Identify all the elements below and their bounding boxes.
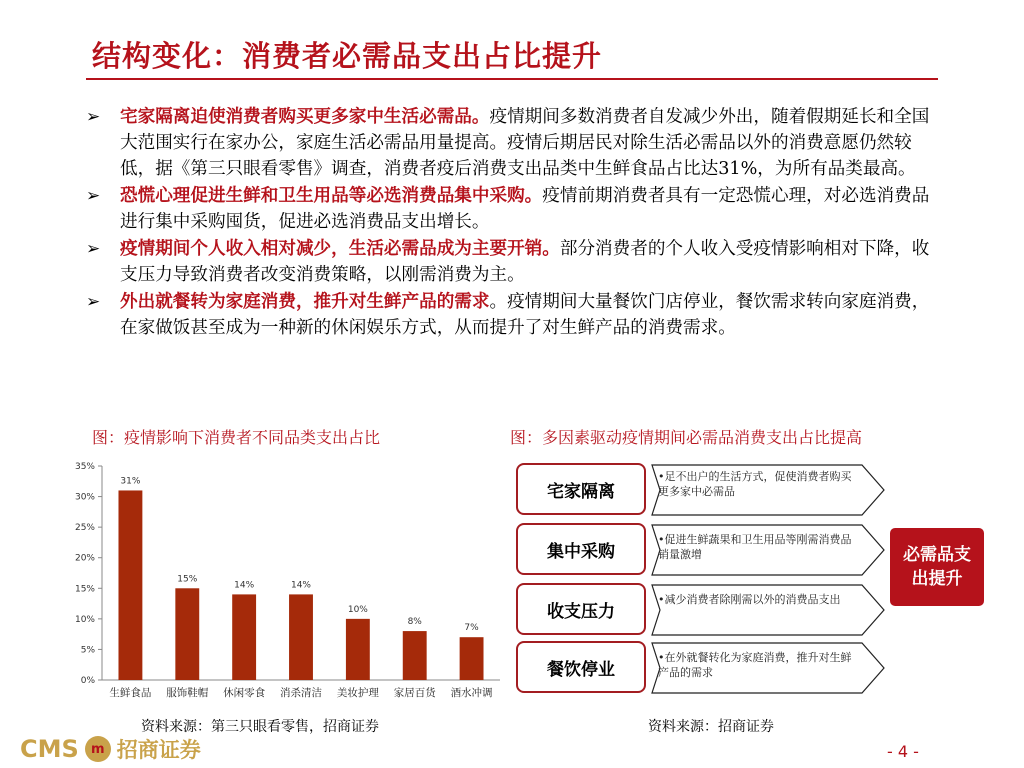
title-divider — [86, 78, 938, 80]
y-tick-label: 5% — [80, 645, 95, 656]
bullet-arrow-icon: ➢ — [86, 186, 101, 206]
y-tick-label: 0% — [80, 676, 95, 686]
diagram-source: 资料来源：招商证券 — [648, 719, 774, 735]
factor-box: 收支压力 — [516, 583, 646, 635]
bar-value-label: 8% — [407, 617, 422, 628]
bullet-item — [86, 236, 946, 288]
x-category-label: 酒水冲调 — [450, 687, 493, 699]
bullet-body: 。疫情期间大量餐饮门店停业，餐饮需求转向家庭消费，在家做饭甚至成为一种新的休闲娱乐方式，从而提升了对生鲜产品的消费需求。 — [120, 292, 930, 338]
company-logo — [20, 734, 201, 764]
bullet-lead: 宅家隔离迫使消费者购买更多家中生活必需品。 — [120, 107, 490, 127]
bar-value-label: 7% — [464, 623, 479, 634]
y-tick-label: 25% — [74, 523, 95, 534]
y-tick-label: 15% — [74, 584, 95, 595]
factor-desc: •促进生鲜蔬果和卫生用品等刚需消费品销量激增 — [658, 533, 852, 561]
factor-box: 集中采购 — [516, 523, 646, 575]
bar-chart — [68, 456, 508, 708]
x-category-label: 休闲零食 — [223, 687, 266, 699]
factor-desc: •足不出户的生活方式，促使消费者购买更多家中必需品 — [658, 470, 852, 498]
bar-value-label: 14% — [234, 580, 255, 591]
factor-desc: •减少消费者除刚需以外的消费品支出 — [658, 593, 841, 606]
bar-value-label: 15% — [177, 574, 198, 585]
bar-value-label: 10% — [347, 604, 368, 615]
factor-desc: •在外就餐转化为家庭消费，推升对生鲜产品的需求 — [658, 651, 852, 679]
bullet-lead: 外出就餐转为家庭消费，推升对生鲜产品的需求 — [120, 292, 490, 312]
bar — [289, 594, 313, 680]
bullet-item — [86, 289, 946, 341]
y-tick-label: 35% — [74, 462, 95, 472]
bullet-list — [86, 104, 946, 342]
factor-box: 餐饮停业 — [516, 641, 646, 693]
bar-value-label: 14% — [290, 580, 312, 591]
slide-title: 结构变化：消费者必需品支出占比提升 — [92, 39, 603, 73]
x-category-label: 消杀清洁 — [280, 687, 322, 699]
y-tick-label: 30% — [74, 492, 95, 503]
bullet-item — [86, 183, 946, 235]
bullet-arrow-icon: ➢ — [86, 292, 101, 312]
bar-value-label: 31% — [120, 476, 141, 487]
logo-emblem-icon: m — [85, 736, 111, 762]
logo-latin: CMS — [20, 735, 79, 763]
bullet-body: 部分消费者的个人收入受疫情影响相对下降，收支压力导致消费者改变消费策略，以刚需消费为主。 — [120, 239, 930, 285]
factor-box: 宅家隔离 — [516, 463, 646, 515]
bullet-body: 疫情前期消费者具有一定恐慌心理，对必选消费品进行集中采购囤货，促进必选消费品支出增长。 — [120, 186, 930, 232]
x-category-label: 美妆护理 — [336, 687, 379, 699]
chart-caption: 图：疫情影响下消费者不同品类支出占比 — [92, 428, 381, 447]
x-category-label: 服饰鞋帽 — [166, 687, 209, 699]
bar — [403, 631, 427, 680]
bar — [118, 490, 142, 680]
bullet-lead: 恐慌心理促进生鲜和卫生用品等必选消费品集中采购。 — [120, 186, 543, 206]
y-tick-label: 20% — [74, 553, 95, 564]
x-category-label: 家居百货 — [393, 687, 436, 699]
bar — [175, 588, 199, 680]
bar — [460, 637, 484, 680]
bullet-body: 疫情期间多数消费者自发减少外出，随着假期延长和全国大范围实行在家办公，家庭生活必需品用量提高。疫情后期居民对除生活必需品以外的消费意愿仍然较低，据《第三只眼看零售》调查，消费者疫后消费支出品类中生鲜食品占比达31%，为所有品类最高。 — [120, 107, 930, 179]
bullet-arrow-icon: ➢ — [86, 107, 101, 127]
diagram-caption: 图：多因素驱动疫情期间必需品消费支出占比提高 — [510, 428, 863, 447]
x-category-label: 生鲜食品 — [109, 687, 152, 699]
chart-source: 资料来源：第三只眼看零售，招商证券 — [141, 719, 379, 735]
bullet-item — [86, 104, 946, 182]
y-tick-label: 10% — [74, 614, 95, 625]
bullet-arrow-icon: ➢ — [86, 239, 101, 259]
logo-chinese: 招商证券 — [116, 738, 201, 762]
bar — [232, 594, 256, 680]
result-box: 必需品支出提升 — [890, 528, 984, 606]
bullet-lead: 疫情期间个人收入相对减少，生活必需品成为主要开销。 — [120, 239, 560, 259]
driver-diagram — [510, 455, 990, 695]
bar — [346, 619, 370, 680]
page-number: - 4 - — [887, 742, 919, 761]
